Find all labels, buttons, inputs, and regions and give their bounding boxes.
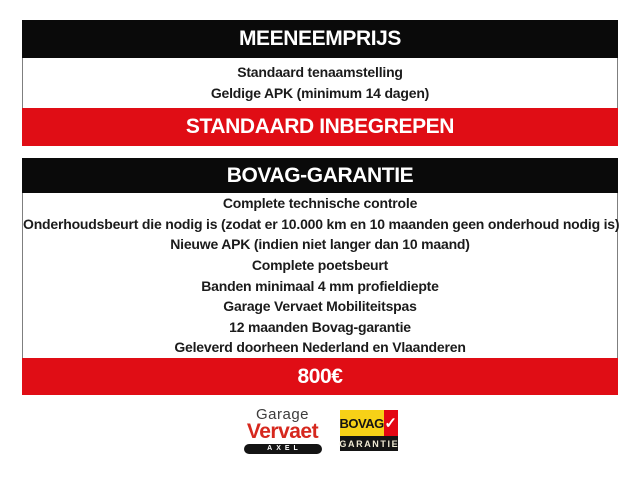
warranty-line: 12 maanden Bovag-garantie [229,318,411,335]
garage-vervaet-logo-line2: Vervaet [246,420,319,443]
garage-vervaet-logo-line1: Garage [255,406,310,423]
meeneemprijs-title: MEENEEMPRIJS [238,27,402,50]
detail-line: Geldige APK (minimum 14 dagen) [210,85,430,101]
meeneemprijs-header-bar [22,20,618,58]
meeneemprijs-details [22,58,618,108]
section-divider [22,146,618,158]
info-card [22,20,618,395]
warranty-line: Garage Vervaet Mobiliteitspas [223,298,417,315]
warranty-line: Complete poetsbeurt [251,256,389,273]
bovag-garantie-header-bar [22,158,618,193]
warranty-line: Nieuwe APK (indien niet langer dan 10 maand) [170,236,470,253]
axel-badge: AXEL [244,444,322,454]
bovag-garantie-details [22,193,618,358]
footer-logos [0,407,640,454]
bovag-garantie-title: BOVAG-GARANTIE [226,163,414,187]
bovag-garantie-logo [340,410,398,451]
price-value: 800€ [297,364,343,388]
warranty-line: Banden minimaal 4 mm profieldiepte [201,277,439,294]
bovag-logo-garantie-label: GARANTIE [340,436,398,451]
standaard-inbegrepen-label: STANDAARD INBEGREPEN [185,115,455,138]
price-banner [22,358,618,395]
detail-line: Standaard tenaamstelling [237,64,403,81]
bovag-logo-top [340,410,398,436]
warranty-line: Complete technische controle [222,195,418,212]
warranty-line: Onderhoudsbeurt die nodig is (zodat er 10.000 km en 10 maanden geen onderhoud nodig is) [23,215,620,232]
warranty-line: Geleverd doorheen Nederland en Vlaanderen [174,339,466,356]
garage-vervaet-logo [243,407,323,454]
checkmark-icon: ✓ [384,410,398,436]
standaard-inbegrepen-banner [22,108,618,146]
bovag-logo-wordmark: BOVAG [340,410,384,436]
